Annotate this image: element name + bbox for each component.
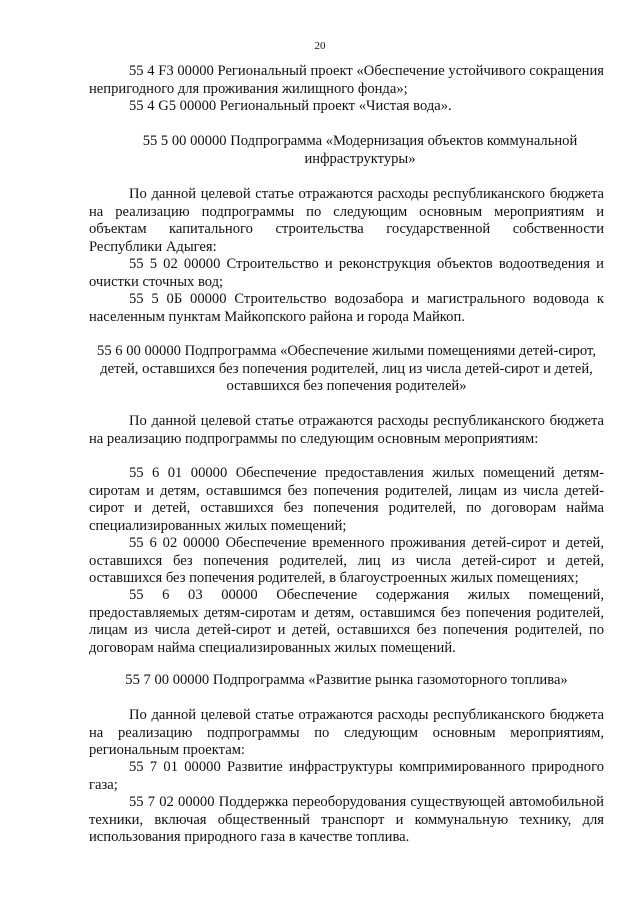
paragraph-55603: 55 6 03 00000 Обеспечение содержания жилых помещений, предоставляемых детям-сиротам и детям, оставшимся без попечения родителей, лицам из числа детей-сирот и детей, оставшихся без попечения родителей, по договорам найма специализированных жилых помещений. — [89, 587, 604, 656]
paragraph-g5-project: 55 4 G5 00000 Региональный проект «Чистая вода». — [129, 98, 452, 114]
paragraph-55701: 55 7 01 00000 Развитие инфраструктуры компримированного природного газа; — [89, 759, 604, 793]
paragraph-subprogram-6-intro: По данной целевой статье отражаются расходы республиканского бюджета на реализацию подпрограммы по следующим основным мероприятиям: — [89, 413, 604, 447]
paragraph-55702: 55 7 02 00000 Поддержка переоборудования существующей автомобильной техники, включая общественный транспорт и коммунальную технику, для использования природного газа в качестве топлива. — [89, 794, 604, 846]
paragraph-f3-project: 55 4 F3 00000 Региональный проект «Обеспечение устойчивого сокращения непригодного для проживания жилищного фонда»; — [89, 63, 604, 97]
paragraph-5550b: 55 5 0Б 00000 Строительство водозабора и магистрального водовода к населенным пунктам Майкопского района и города Майкоп. — [89, 291, 604, 325]
paragraph-55601: 55 6 01 00000 Обеспечение предоставления жилых помещений детям-сиротам и детям, оставшимся без попечения родителей, лицам из числа детей-сирот и детей, оставшихся без попечения родителей, по договорам найма специализированных жилых помещений; — [89, 465, 604, 534]
heading-subprogram-7: 55 7 00 00000 Подпрограмма «Развитие рынка газомоторного топлива» — [125, 672, 568, 688]
heading-subprogram-6: 55 6 00 00000 Подпрограмма «Обеспечение жилыми помещениями детей-сирот, детей, оставшихся без попечения родителей, лиц из числа детей-сирот и детей, оставшихся без попечения родителей» — [97, 343, 596, 395]
heading-subprogram-5: 55 5 00 00000 Подпрограмма «Модернизация объектов коммунальной инфраструктуры» — [142, 133, 578, 167]
paragraph-55502: 55 5 02 00000 Строительство и реконструкция объектов водоотведения и очистки сточных вод; — [89, 256, 604, 290]
paragraph-subprogram-7-intro: По данной целевой статье отражаются расходы республиканского бюджета на реализацию подпрограммы по следующим основным мероприятиям, региональным проектам: — [89, 707, 604, 759]
page-number: 20 — [314, 40, 326, 52]
paragraph-subprogram-5-intro: По данной целевой статье отражаются расходы республиканского бюджета на реализацию подпрограммы по следующим основным мероприятиям и объектам капитального строительства государственной собственности Республики Адыгея: — [89, 186, 604, 255]
paragraph-55602: 55 6 02 00000 Обеспечение временного проживания детей-сирот и детей, оставшихся без попечения родителей, лиц из числа детей-сирот и детей, оставшихся без попечения родителей, в благоустроенных жилых помещениях; — [89, 535, 604, 587]
